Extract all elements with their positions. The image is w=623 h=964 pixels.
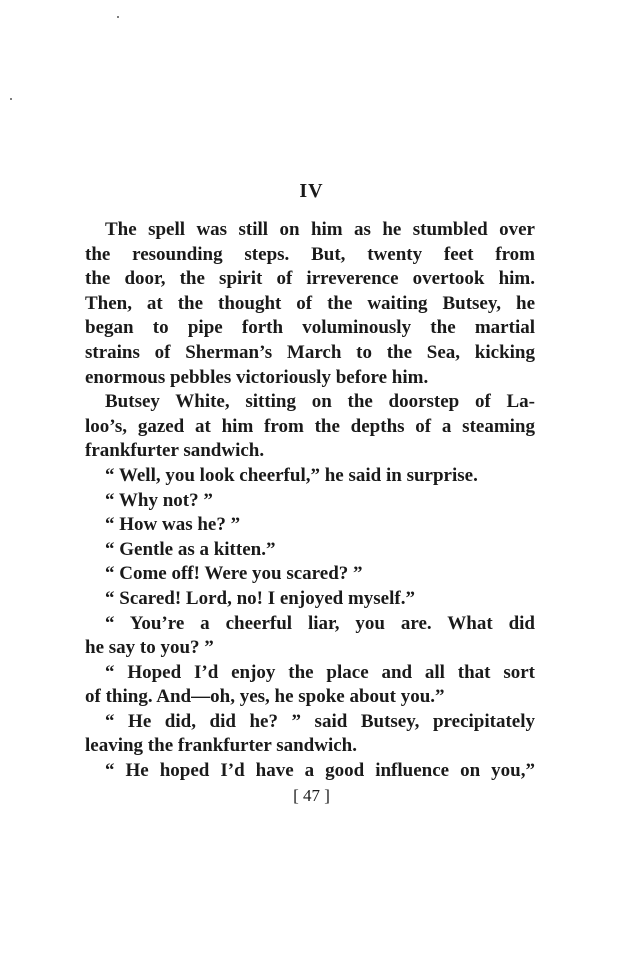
paragraph [85, 759, 535, 784]
paragraph [85, 587, 535, 612]
paragraph [85, 710, 535, 759]
body-text [85, 218, 535, 784]
text-line: frankfurter sandwich. [85, 440, 265, 462]
paragraph [85, 612, 535, 661]
text-line: enormous pebbles victoriously before him. [85, 366, 429, 388]
text-line: “ He did, did he? ” said Butsey, precipitately [105, 710, 535, 732]
paragraph [85, 218, 535, 390]
text-line: Then, at the thought of the waiting Butsey, he [85, 292, 535, 314]
text-line: “ Gentle as a kitten.” [105, 538, 276, 560]
page-number: [ 47 ] [293, 786, 330, 805]
text-line: “ Hoped I’d enjoy the place and all that sort [105, 661, 535, 683]
scan-speck-2 [10, 98, 12, 100]
text-line: of thing. And—oh, yes, he spoke about you.” [85, 686, 445, 708]
scan-speck-1 [117, 16, 119, 18]
text-line: the resounding steps. But, twenty feet from [85, 243, 535, 265]
chapter-heading: IV [299, 180, 324, 202]
text-line: “ Why not? ” [105, 489, 213, 511]
text-line: “ You’re a cheerful liar, you are. What did [105, 612, 535, 634]
text-line: The spell was still on him as he stumbled over [105, 219, 535, 240]
text-line: Butsey White, sitting on the doorstep of La- [105, 391, 535, 413]
paragraph [85, 538, 535, 563]
text-line: leaving the frankfurter sandwich. [85, 735, 357, 757]
paragraph [85, 464, 535, 489]
text-line: “ Scared! Lord, no! I enjoyed myself.” [105, 587, 415, 609]
paragraph [85, 562, 535, 587]
text-line: he say to you? ” [85, 637, 214, 659]
text-line: loo’s, gazed at him from the depths of a steaming [85, 415, 535, 437]
text-line: “ How was he? ” [105, 514, 241, 536]
text-line: the door, the spirit of irreverence overtook him. [85, 268, 535, 290]
text-line: “ Well, you look cheerful,” he said in surprise. [105, 464, 478, 486]
paragraph [85, 390, 535, 464]
text-line: “ Come off! Were you scared? ” [105, 563, 363, 585]
text-line: “ He hoped I’d have a good influence on you,” [105, 760, 535, 782]
text-line: strains of Sherman’s March to the Sea, kicking [85, 341, 535, 363]
text-line: began to pipe forth voluminously the martial [85, 317, 535, 339]
paragraph [85, 489, 535, 514]
paragraph [85, 661, 535, 710]
paragraph [85, 513, 535, 538]
